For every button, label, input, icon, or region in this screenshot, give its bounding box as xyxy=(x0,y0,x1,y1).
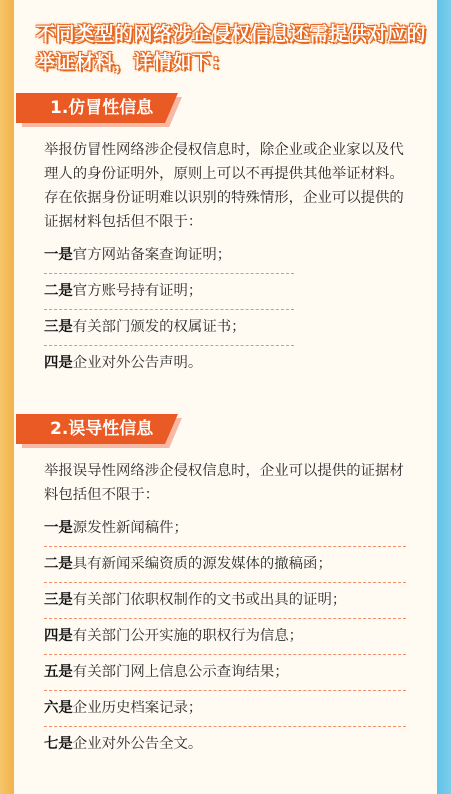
article-page xyxy=(16,0,435,794)
list-item xyxy=(44,727,406,762)
item-prefix: 二是 xyxy=(44,556,73,572)
item-text: 有关部门公开实施的职权行为信息； xyxy=(72,628,304,644)
item-text: 企业对外公告全文。 xyxy=(72,736,203,752)
section-1-header xyxy=(16,93,186,127)
item-prefix: 六是 xyxy=(44,700,73,716)
list-item xyxy=(44,238,294,274)
section-1-paragraph: 举报仿冒性网络涉企侵权信息时，除企业或企业家以及代理人的身份证明外，原则上可以不再提供其他举证材料。存在依据身份证明难以识别的特殊情形，企业可以提供的证据材料包括但不限于： xyxy=(44,142,404,230)
item-prefix: 七是 xyxy=(44,736,73,752)
item-text: 源发性新闻稿件； xyxy=(72,520,188,536)
item-prefix: 一是 xyxy=(44,247,73,263)
item-prefix: 一是 xyxy=(44,520,73,536)
item-text: 企业历史档案记录； xyxy=(72,700,203,716)
list-item xyxy=(44,511,406,547)
section-1-list xyxy=(44,238,294,381)
item-text: 企业对外公告声明。 xyxy=(72,355,203,371)
list-item xyxy=(44,619,406,655)
section-2-header xyxy=(16,414,186,448)
item-prefix: 三是 xyxy=(44,592,73,608)
item-prefix: 五是 xyxy=(44,664,73,680)
list-item xyxy=(44,583,406,619)
item-text: 有关部门网上信息公示查询结果； xyxy=(72,664,289,680)
section-2-paragraph: 举报误导性网络涉企侵权信息时，企业可以提供的证据材料包括但不限于： xyxy=(44,463,404,503)
item-prefix: 二是 xyxy=(44,283,73,299)
item-text: 有关部门依职权制作的文书或出具的证明； xyxy=(72,592,347,608)
item-prefix: 四是 xyxy=(44,628,73,644)
list-item xyxy=(44,547,406,583)
item-text: 官方账号持有证明； xyxy=(72,283,203,299)
intro-heading: 不同类型的网络涉企侵权信息还需提供对应的举证材料，详情如下： xyxy=(36,23,427,73)
item-prefix: 三是 xyxy=(44,319,73,335)
section-1-title: 1.仿冒性信息 xyxy=(50,98,154,118)
list-item xyxy=(44,274,294,310)
section-2-list xyxy=(44,511,406,762)
section-2-title: 2.误导性信息 xyxy=(50,419,154,439)
item-text: 有关部门颁发的权属证书； xyxy=(72,319,246,335)
item-prefix: 四是 xyxy=(44,355,73,371)
list-item xyxy=(44,655,406,691)
list-item xyxy=(44,346,294,381)
item-text: 官方网站备案查询证明； xyxy=(72,247,232,263)
list-item xyxy=(44,310,294,346)
list-item xyxy=(44,691,406,727)
item-text: 具有新闻采编资质的源发媒体的撤稿函； xyxy=(72,556,332,572)
